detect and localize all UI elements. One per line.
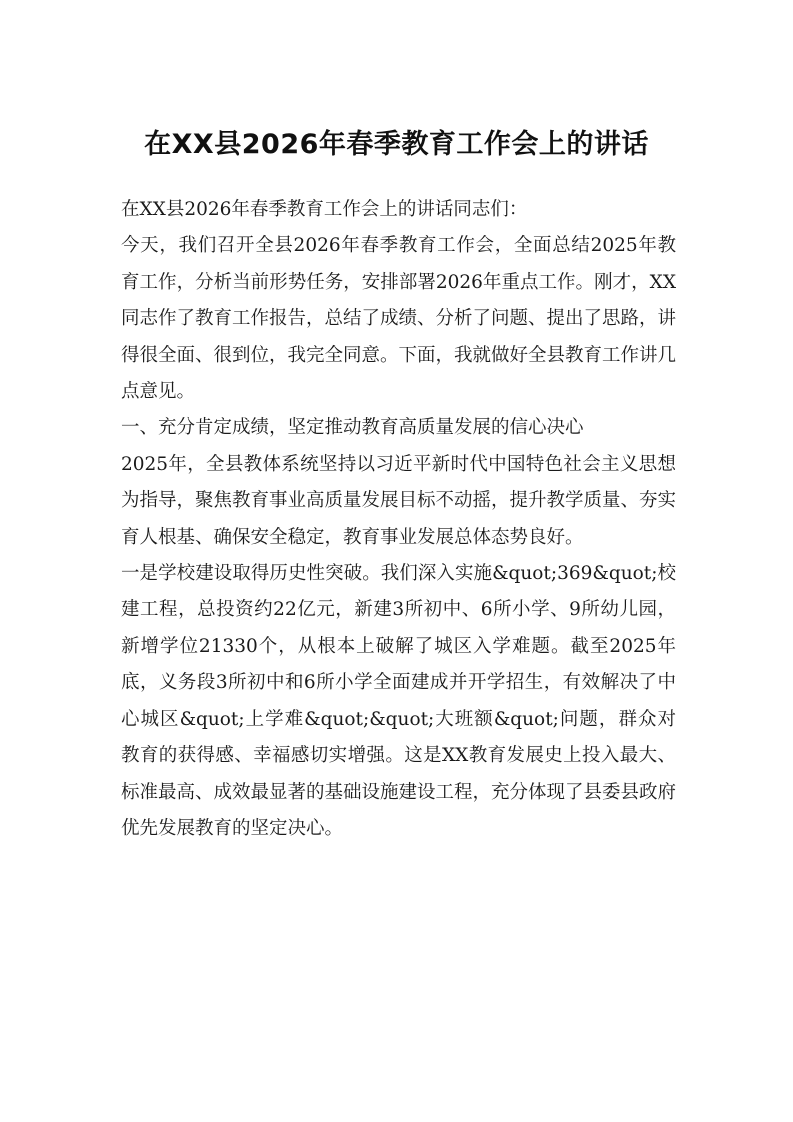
document-title: 在XX县2026年春季教育工作会上的讲话: [144, 129, 649, 160]
paragraph-greeting: 在XX县2026年春季教育工作会上的讲话同志们：: [121, 199, 528, 220]
document-body: [121, 192, 676, 847]
paragraph-summary-2025: 2025年，全县教体系统坚持以习近平新时代中国特色社会主义思想为指导，聚焦教育事业高质量发展目标不动摇，提升教学质量、夯实育人根基、确保安全稳定，教育事业发展总体态势良好。: [121, 453, 677, 548]
paragraph-school-construction: 一是学校建设取得历史性突破。我们深入实施&quot;369&quot;校建工程，总投资约22亿元，新建3所初中、6所小学、9所幼儿园，新增学位21330个，从根本上破解了城区入学难题。截至2025年底，义务段3所初中和6所小学全面建成并开学招生，有效解决了中心城区&quot;上学难&quot;&quot;大班额&quot;问题，群众对教育的获得感、幸福感切实增强。这是XX教育发展史上投入最大、标准最高、成效最显著的基础设施建设工程，充分体现了县委县政府优先发展教育的坚定决心。: [121, 563, 677, 839]
paragraph-intro: 今天，我们召开全县2026年春季教育工作会，全面总结2025年教育工作，分析当前形势任务，安排部署2026年重点工作。刚才，XX同志作了教育工作报告，总结了成绩、分析了问题、提出了思路，讲得很全面、很到位，我完全同意。下面，我就做好全县教育工作讲几点意见。: [121, 235, 677, 403]
section-heading-one: 一、充分肯定成绩，坚定推动教育高质量发展的信心决心: [121, 417, 584, 439]
